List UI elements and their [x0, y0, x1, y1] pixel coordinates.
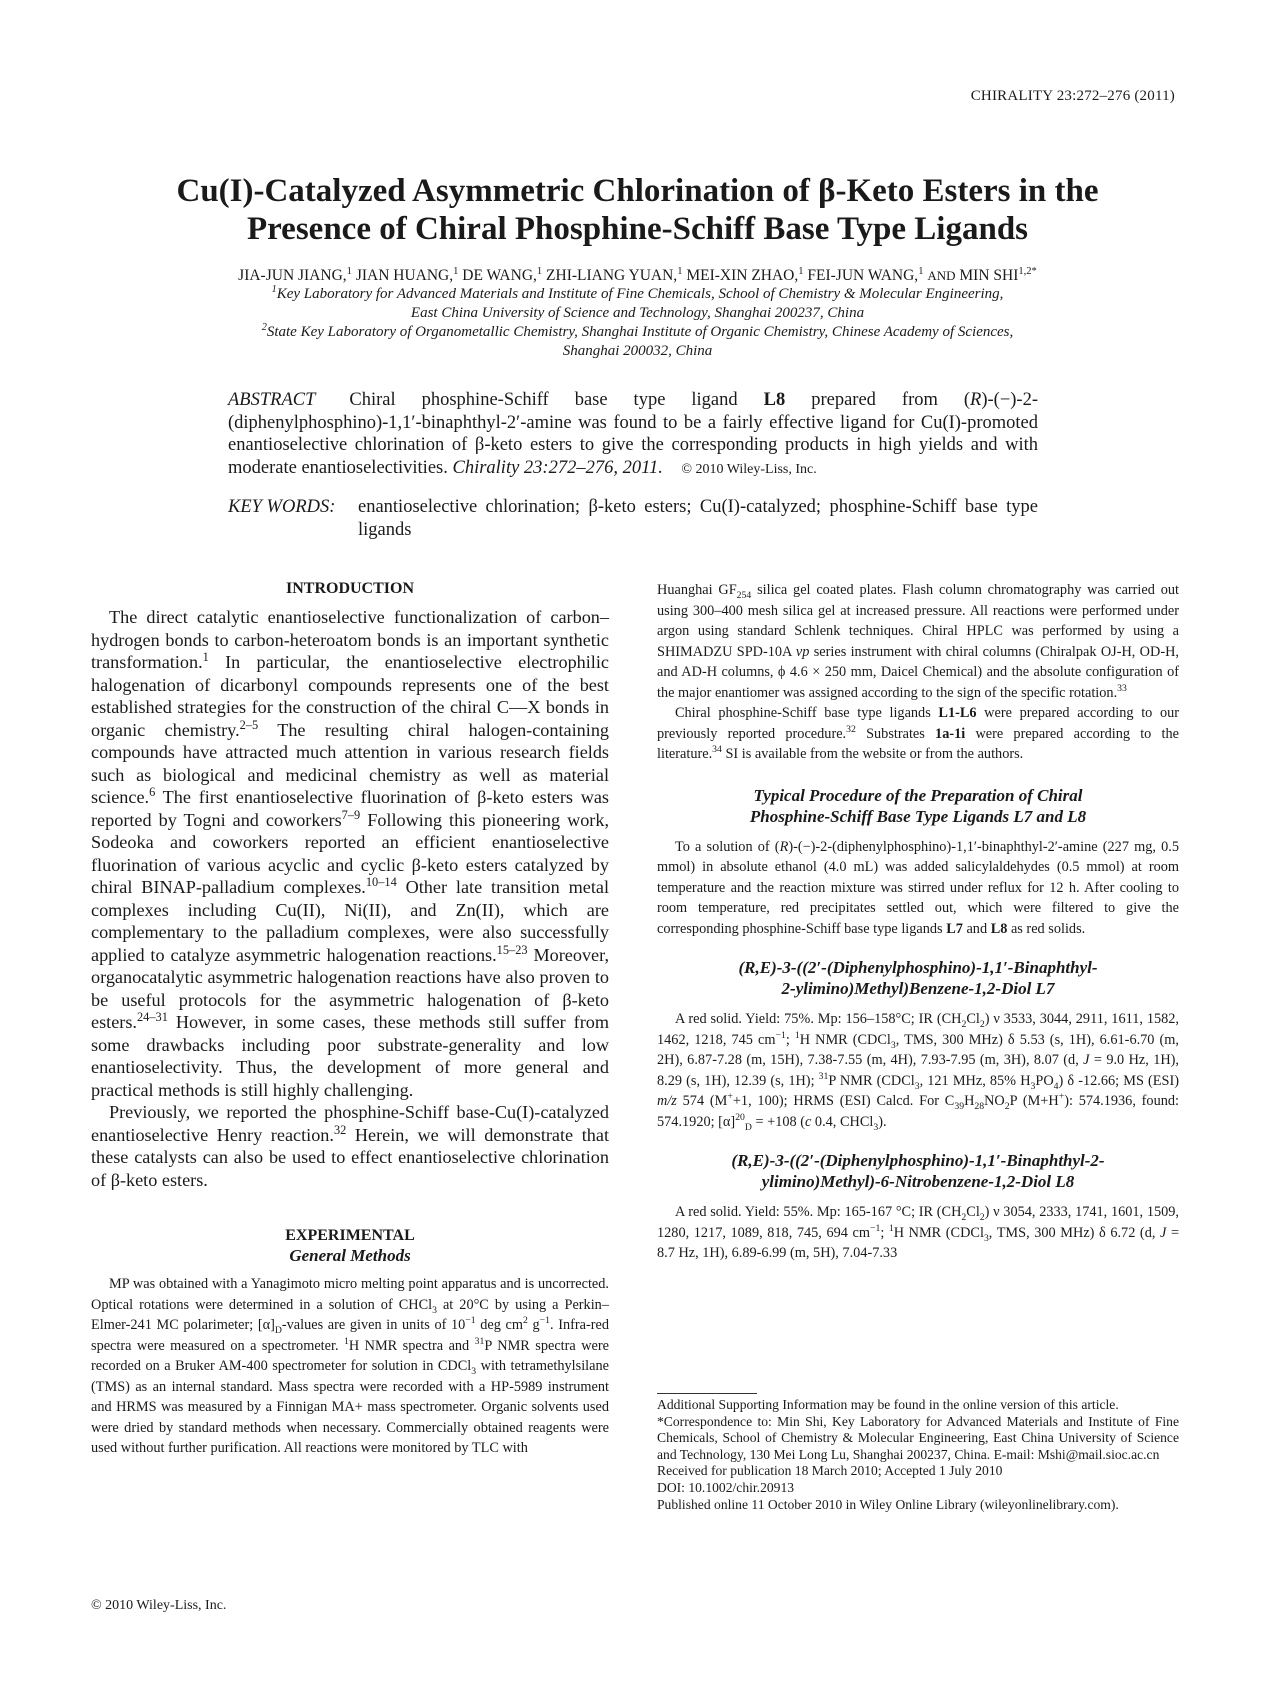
- abstract-label: ABSTRACT: [228, 390, 316, 410]
- footnote-published: Published online 11 October 2010 in Wiley Online Library (wileyonlinelibrary.com).: [657, 1496, 1119, 1512]
- compound-data-l7: A red solid. Yield: 75%. Mp: 156–158°C; IR $(CH_2Cl_2)$ ν 3533, 3044, 2911, 1611, 1582, 1462, 1218, 745 $cm^{-1}$; $^1$H NMR (CDCl$_3$, TMS, 300 MHz) δ 5.53 (s, 1H), 6.61-6.70 (m, 2H), 6.87-7.28 (m, 15H), 7.38-7.55 (m, 4H), 7.93-7.95 (m, 3H), 8.07 (d, J = 9.0 Hz, 1H), 8.29 (s, 1H), 12.39 (s, 1H); $^{31}$P NMR (CDCl$_3$, 121 MHz, 85% $H_3PO_4$) δ -12.66; MS (ESI) m/z 574 (M++1, 100); HRMS (ESI) Calcd. For $C_{39}H_{28}NO_2P$ (M+H+): 574.1936, found: 574.1920; $[\alpha]^{20}_D = +108$ (c 0.4, CHCl$_3$).: [657, 1011, 1180, 1133]
- and-word: AND: [927, 268, 956, 283]
- subsection-heading-typical-procedure: Typical Procedure of the Preparation of Chiral Phosphine-Schiff Base Type Ligands L7 and L8: [749, 785, 1087, 826]
- author: MEI-XIN ZHAO,: [686, 267, 799, 284]
- right-column: [657, 580, 1179, 1264]
- author: FEI-JUN WANG,: [807, 267, 919, 284]
- journal-citation: Chirality 23:272–276, 2011.: [452, 457, 663, 478]
- footnote-correspondence: *Correspondence to: Min Shi, Key Laboratory for Advanced Materials and Institute of Fine Chemicals, School of Chemistry & Molecular Engineering, East China University of Science and Technology, 130 Mei Long Lu, Shanghai 200237, China. E-mail: Mshi@mail.sioc.ac.cn: [657, 1413, 1179, 1462]
- abstract-copyright: © 2010 Wiley-Liss, Inc.: [681, 461, 817, 477]
- left-column: [91, 580, 609, 1459]
- compound-data-l8: A red solid. Yield: 55%. Mp: 165-167 °C; IR $(CH_2Cl_2)$ ν 3054, 2333, 1741, 1601, 1509, 1280, 1217, 1089, 818, 745, 694 $cm^{-1}$; $^1$H NMR (CDCl$_3$, TMS, 300 MHz) δ 6.72 (d, J = 8.7 Hz, 1H), 6.89-6.99 (m, 5H), 7.04-7.33: [657, 1204, 1180, 1261]
- journal-reference: CHIRALITY 23:272–276 (2011): [970, 88, 1175, 104]
- procedure-paragraph: To a solution of (R)-(−)-2-(diphenylphosphino)-1,1′-binaphthyl-2′-amine (227 mg, 0.5 mmol) in absolute ethanol (4.0 mL) was added salicylaldehydes (0.5 mmol) at room temperature and the reaction mixture was stirred under reflux for 12 h. After cooling to room temperature, red precipitates settled out, which were filtered to give the corresponding phosphine-Schiff base type ligands L7 and L8 as red solids.: [657, 838, 1179, 937]
- general-methods-continued: Huanghai $GF_{254}$ silica gel coated plates. Flash column chromatography was carried out using 300–400 mesh silica gel at increased pressure. All reactions were performed under argon using standard Schlenk techniques. Chiral HPLC was performed by using a SHIMADZU SPD-10A vp series instrument with chiral columns (Chiralpak OJ-H, OD-H, and AD-H columns, ϕ 4.6 × 250 mm, Daicel Chemical) and the absolute configuration of the major enantiomer was assigned according to the sign of the specific rotation.$^{33}$: [657, 582, 1179, 701]
- compound-heading-l7: (R,E)-3-((2′-(Diphenylphosphino)-1,1′-Binaphthyl- 2-ylimino)Methyl)Benzene-1,2-Diol L7: [738, 958, 1098, 998]
- article-title: [60, 172, 1215, 248]
- section-heading-introduction: INTRODUCTION: [285, 580, 414, 597]
- author: JIA-JUN JIANG,: [238, 267, 347, 284]
- title-line-1: Cu(I)-Catalyzed Asymmetric Chlorination of β-Keto Esters in the: [176, 173, 1099, 209]
- compound-heading-l8: (R,E)-3-((2′-(Diphenylphosphino)-1,1′-Binaphthyl-2- ylimino)Methyl)-6-Nitrobenzene-1,2-Diol L8: [731, 1151, 1105, 1191]
- affiliation-2: $^2$State Key Laboratory of Organometallic Chemistry, Shanghai Institute of Organic Chemistry, Chinese Academy of Sciences, Shanghai 200032, China: [261, 322, 1014, 359]
- section-heading-experimental: EXPERIMENTAL: [285, 1227, 415, 1244]
- keywords-label: KEY WORDS:: [228, 497, 336, 517]
- author: DE WANG,: [462, 267, 537, 284]
- title-line-2: Presence of Chiral Phosphine-Schiff Base Type Ligands: [246, 211, 1029, 247]
- footnote-received: Received for publication 18 March 2010; Accepted 1 July 2010: [657, 1463, 1003, 1479]
- footnote-doi: DOI: 10.1002/chir.20913: [657, 1479, 795, 1495]
- footnote-supporting-info: Additional Supporting Information may be found in the online version of this article.: [657, 1397, 1119, 1412]
- keywords: [228, 496, 1038, 541]
- author-list: JIA-JUN JIANG,$^1$ JIAN HUANG,$^1$ DE WANG,$^1$ ZHI-LIANG YUAN,$^1$ MEI-XIN ZHAO,$^1$ FEI-JUN WANG,$^1$ AND MIN $SHI^{1,2*}$: [238, 265, 1037, 284]
- footnote-rule: [657, 1393, 757, 1394]
- intro-paragraph-1: The direct catalytic enantioselective functionalization of carbon–hydrogen bonds to carbon-heteroatom bonds is an important synthetic transformation.$^1$ In particular, the enantioselective electrophilic halogenation of dicarbonyl compounds represents one of the best established strategies for the construction of the chiral C—X bonds in organic chemistry.$^{2-5}$ The resulting chiral halogen-containing compounds have attracted much attention in various research fields such as biological and medicinal chemistry as well as material science.$^6$ The first enantioselective fluorination of β-keto esters was reported by Togni and coworkers$^{7-9}$ Following this pioneering work, Sodeoka and coworkers reported an efficient enantioselective fluorination of various acyclic and cyclic β-keto esters catalyzed by chiral BINAP-palladium complexes.$^{10-14}$ Other late transition metal complexes including Cu(II), Ni(II), and Zn(II), which are complementary to the palladium complexes, were also successfully applied to catalyze asymmetric halogenation reactions.$^{15-23}$ Moreover, organocatalytic asymmetric halogenation reactions have also proven to be useful protocols for the asymmetric halogenation of β-keto esters.$^{24-31}$ However, in some cases, these methods still suffer from some drawbacks including poor substrate-generality and low enantioselectivity. Thus, the development of more general and practical methods is still highly challenging.: [91, 607, 610, 1100]
- abstract: ABSTRACT Chiral phosphine-Schiff base type ligand L8 prepared from (R)-(−)-2-(diphenylphosphino)-1,1′-binaphthyl-2′-amine was found to be a fairly effective ligand for Cu(I)-promoted enantioselective chlorination of β-keto esters to give the corresponding products in high yields and with moderate enantioselectivities. Chirality 23:272–276, 2011. © 2010 Wiley-Liss, Inc.: [228, 390, 1039, 478]
- footnotes: [657, 1393, 1179, 1513]
- general-methods-paragraph: MP was obtained with a Yanagimoto micro melting point apparatus and is uncorrected. Optical rotations were determined in a solution of CHCl$_3$ at 20°C by using a Perkin–Elmer-241 MC polarimeter; $[\alpha]_D$-values are given in units of $10^{-1}$ deg $cm^2$ $g^{-1}$. Infra-red spectra were measured on a spectrometer. $^1$H NMR spectra and $^{31}$P NMR spectra were recorded on a Bruker AM-400 spectrometer for solution in CDCl$_3$ with tetramethylsilane (TMS) as an internal standard. Mass spectra were recorded with a HP-5989 instrument and HRMS was measured by a Finnigan MA+ mass spectrometer. Organic solvents used were dried by standard methods when necessary. Commercially obtained reagents were used without further purification. All reactions were monitored by TLC with: [91, 1276, 609, 1456]
- author: JIAN HUANG,: [355, 267, 454, 284]
- subsection-heading-general-methods: General Methods: [289, 1246, 411, 1265]
- affiliation-1: $^1$Key Laboratory for Advanced Materials and Institute of Fine Chemicals, School of Chemistry & Molecular Engineering, East China University of Science and Technology, Shanghai 200237, China: [271, 284, 1004, 321]
- intro-paragraph-2: Previously, we reported the phosphine-Schiff base-Cu(I)-catalyzed enantioselective Henry reaction.$^{32}$ Herein, we will demonstrate that these catalysts can also be used to effect enantioselective chlorination of β-keto esters.: [91, 1102, 609, 1190]
- author: ZHI-LIANG YUAN,: [546, 267, 678, 284]
- author: MIN SHI: [959, 267, 1019, 284]
- page-copyright: © 2010 Wiley-Liss, Inc.: [91, 1598, 227, 1613]
- keywords-text: enantioselective chlorination; β-keto esters; Cu(I)-catalyzed; phosphine-Schiff base type ligands: [358, 497, 1038, 540]
- ligands-paragraph: Chiral phosphine-Schiff base type ligands L1-L6 were prepared according to our previously reported procedure.$^{32}$ Substrates 1a-1i were prepared according to the literature.$^{34}$ SI is available from the website or from the authors.: [657, 705, 1179, 762]
